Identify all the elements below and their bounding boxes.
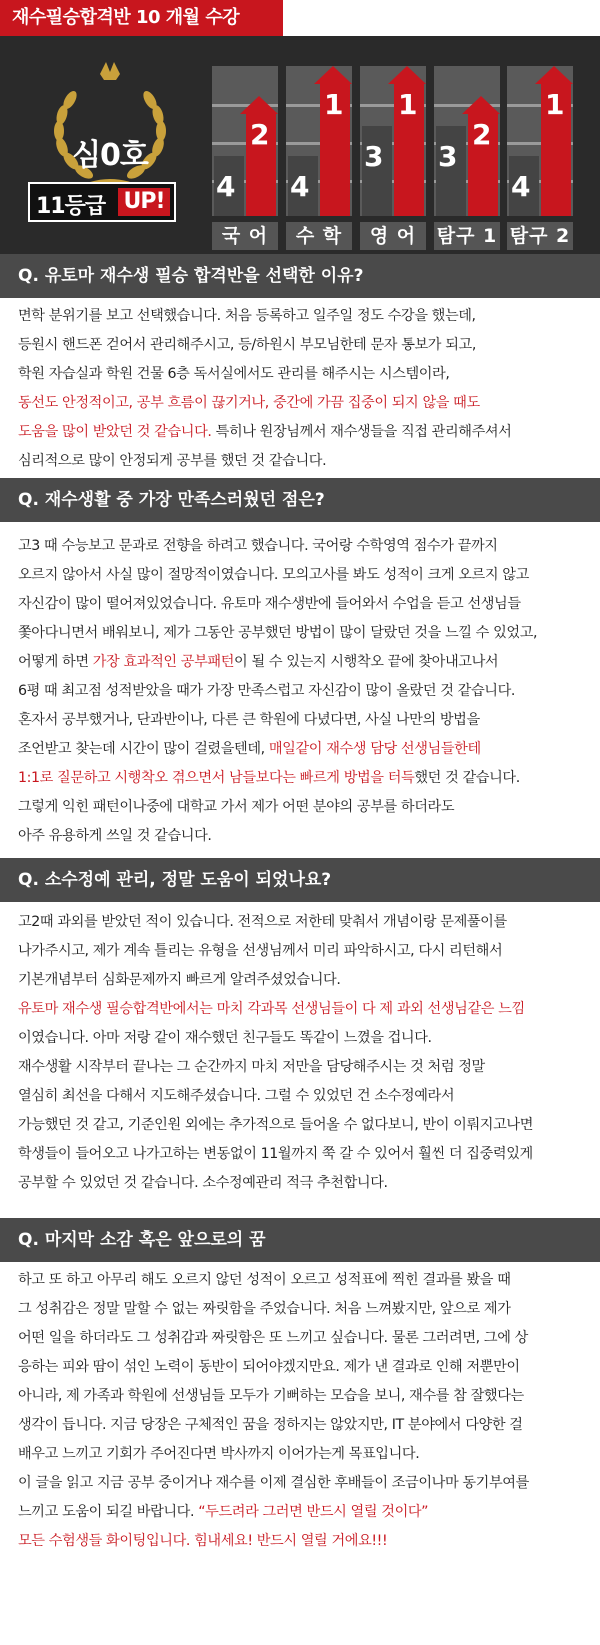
grade-before: 3 bbox=[438, 140, 458, 173]
answer-line bbox=[18, 1053, 593, 1082]
question-header: Q. 소수정예 관리, 정말 도움이 되었나요? bbox=[0, 858, 600, 902]
answer-text-segment: 자신감이 많이 떨어져있었습니다. 유토마 재수생반에 들어와서 수업을 듣고 선생님들 bbox=[18, 596, 521, 612]
answer-line bbox=[18, 1082, 593, 1111]
answer-line bbox=[18, 1469, 593, 1498]
answer-line bbox=[18, 1527, 593, 1556]
highlighted-text: 가장 효과적인 공부패턴 bbox=[92, 654, 235, 670]
answer-line bbox=[18, 995, 593, 1024]
answer-line bbox=[18, 822, 593, 851]
answer-text-segment: 학생들이 들어오고 나가고하는 변동없이 11월까지 쭉 갈 수 있어서 훨씬 더 집중력있게 bbox=[18, 1146, 533, 1162]
answer-text-segment: 했던 것 같습니다. bbox=[414, 770, 520, 786]
answer-text-segment: 하고 또 하고 아무리 해도 오르지 않던 성적이 오르고 성적표에 찍힌 결과를 봤을 때 bbox=[18, 1272, 511, 1288]
answer-line bbox=[18, 418, 593, 447]
answer-text-segment: 이 글을 읽고 지금 공부 중이거나 재수를 이제 결심한 후배들이 조금이나마 동기부여를 bbox=[18, 1475, 529, 1491]
answer-text-segment: 어떻게 하면 bbox=[18, 654, 93, 670]
answer-text-segment: 공부할 수 있었던 것 같습니다. 소수정예관리 적극 추천합니다. bbox=[18, 1175, 388, 1191]
answer-line bbox=[18, 532, 593, 561]
answer-line bbox=[18, 1353, 593, 1382]
answer-line bbox=[18, 1266, 593, 1295]
answer-text-segment: 고2때 과외를 받았던 적이 있습니다. 전적으로 저한테 맞춰서 개념이랑 문제풀이를 bbox=[18, 914, 507, 930]
subject-label: 국 어 bbox=[212, 222, 278, 250]
answer-line bbox=[18, 648, 593, 677]
subject-label: 수 학 bbox=[286, 222, 352, 250]
answer-line bbox=[18, 1324, 593, 1353]
highlighted-text: 모든 수험생들 화이팅입니다. 힘내세요! 반드시 열릴 거에요!!! bbox=[18, 1533, 388, 1549]
arrow-up-icon bbox=[535, 66, 573, 84]
highlighted-text: 1:1로 질문하고 시행착오 겪으면서 남들보다는 빠르게 방법을 터득 bbox=[18, 770, 415, 786]
answer-line bbox=[18, 1411, 593, 1440]
answer-line bbox=[18, 1024, 593, 1053]
highlighted-text: 도움을 많이 받았던 것 같습니다. bbox=[18, 424, 212, 440]
answer-text-segment: 그렇게 익힌 패턴이나중에 대학교 가서 제가 어떤 분야의 공부를 하더라도 bbox=[18, 799, 455, 815]
answer-line bbox=[18, 908, 593, 937]
answer-line bbox=[18, 706, 593, 735]
answer-text-segment: 응하는 피와 땀이 섞인 노력이 동반이 되어야겠지만요. 제가 낸 결과로 인해 저뿐만이 bbox=[18, 1359, 520, 1375]
grade-after: 1 bbox=[398, 88, 418, 121]
answer-line bbox=[18, 1498, 593, 1527]
subject-column bbox=[507, 66, 573, 250]
answer-text-segment: 심리적으로 많이 안정되게 공부를 했던 것 같습니다. bbox=[18, 453, 327, 469]
highlighted-text: 매일같이 재수생 담당 선생님들한테 bbox=[268, 741, 481, 757]
answer-text bbox=[18, 1266, 593, 1556]
answer-line bbox=[18, 937, 593, 966]
grade-before: 4 bbox=[290, 170, 310, 203]
highlighted-text: 동선도 안정적이고, 공부 흐름이 끊기거나, 중간에 가끔 집중이 되지 않을 때도 bbox=[18, 395, 480, 411]
grade-after: 1 bbox=[324, 88, 344, 121]
arrow-up-icon bbox=[314, 66, 352, 84]
answer-text-segment: 혼자서 공부했거나, 단과반이나, 다른 큰 학원에 다녔다면, 사실 나만의 방법을 bbox=[18, 712, 480, 728]
answer-line bbox=[18, 331, 593, 360]
answer-line bbox=[18, 1382, 593, 1411]
answer-line bbox=[18, 447, 593, 476]
grade-before: 4 bbox=[511, 170, 531, 203]
subject-column bbox=[434, 66, 500, 250]
grade-before: 4 bbox=[216, 170, 236, 203]
answer-text-segment: 면학 분위기를 보고 선택했습니다. 처음 등록하고 일주일 정도 수강을 했는데, bbox=[18, 308, 476, 324]
answer-text-segment: 열심히 최선을 다해서 지도해주셨습니다. 그럴 수 있었던 건 소수정예라서 bbox=[18, 1088, 455, 1104]
up-label: UP! bbox=[118, 188, 170, 216]
bar-area bbox=[434, 66, 500, 216]
bar-area bbox=[507, 66, 573, 216]
answer-text-segment: 기본개념부터 심화문제까지 빠르게 알려주셨었습니다. bbox=[18, 972, 341, 988]
answer-line bbox=[18, 677, 593, 706]
subject-column bbox=[360, 66, 426, 250]
grade-up-text: 11등급 bbox=[36, 194, 106, 219]
bar-area bbox=[360, 66, 426, 216]
subject-column bbox=[286, 66, 352, 250]
highlighted-text: 유토마 재수생 필승합격반에서는 마치 각과목 선생님들이 다 제 과외 선생님같은 느낌 bbox=[18, 1001, 525, 1017]
grade-after: 2 bbox=[472, 118, 492, 151]
answer-text-segment: 배우고 느끼고 기회가 주어진다면 박사까지 이어가는게 목표입니다. bbox=[18, 1446, 420, 1462]
answer-text-segment: 조언받고 찾는데 시간이 많이 걸렸을텐데, bbox=[18, 741, 269, 757]
answer-line bbox=[18, 966, 593, 995]
answer-line bbox=[18, 561, 593, 590]
answer-line bbox=[18, 302, 593, 331]
answer-text-segment: 가능했던 것 같고, 기준인원 외에는 추가적으로 들어올 수 없다보니, 반이 이뤄지고나면 bbox=[18, 1117, 533, 1133]
student-name: 심0호 bbox=[72, 138, 148, 173]
question-header: Q. 재수생활 중 가장 만족스러웠던 점은? bbox=[0, 478, 600, 522]
answer-text-segment: 고3 때 수능보고 문과로 전향을 하려고 했습니다. 국어랑 수학영역 점수가 끝까지 bbox=[18, 538, 498, 554]
subject-label: 탐구 2 bbox=[507, 222, 573, 250]
subject-label: 탐구 1 bbox=[434, 222, 500, 250]
answer-text-segment: 그 성취감은 정말 말할 수 없는 짜릿함을 주었습니다. 처음 느껴봤지만, 앞으로 제가 bbox=[18, 1301, 511, 1317]
answer-text-segment: 재수생활 시작부터 끝나는 그 순간까지 마치 저만을 담당해주시는 것 처럼 정말 bbox=[18, 1059, 485, 1075]
answer-text-segment: 아주 유용하게 쓰일 것 같습니다. bbox=[18, 828, 212, 844]
question-header: Q. 유토마 재수생 필승 합격반을 선택한 이유? bbox=[0, 254, 600, 298]
answer-line bbox=[18, 1169, 593, 1198]
answer-text-segment: 6평 때 최고점 성적받았을 때가 가장 만족스럽고 자신감이 많이 올랐던 것 같습니다. bbox=[18, 683, 516, 699]
answer-text-segment: 학원 자습실과 학원 건물 6층 독서실에서도 관리를 해주시는 시스템이라, bbox=[18, 366, 450, 382]
hero-banner bbox=[0, 36, 600, 254]
answer-text-segment: 생각이 듭니다. 지금 당장은 구체적인 꿈을 정하지는 않았지만, IT 분야에서 다양한 걸 bbox=[18, 1417, 523, 1433]
arrow-up-icon bbox=[462, 96, 500, 114]
bar-area bbox=[286, 66, 352, 216]
answer-text-segment: 나가주시고, 제가 계속 틀리는 유형을 선생님께서 미리 파악하시고, 다시 리턴해서 bbox=[18, 943, 503, 959]
answer-text-segment: 이였습니다. 아마 저랑 같이 재수했던 친구들도 똑같이 느꼈을 겁니다. bbox=[18, 1030, 432, 1046]
course-title-tag: 재수필승합격반 10 개월 수강 bbox=[0, 0, 283, 36]
answer-line bbox=[18, 389, 593, 418]
answer-text-segment: 쫓아다니면서 배워보니, 제가 그동안 공부했던 방법이 많이 달랐던 것을 느낄 수 있었고, bbox=[18, 625, 538, 641]
question-header: Q. 마지막 소감 혹은 앞으로의 꿈 bbox=[0, 1218, 600, 1262]
bar-area bbox=[212, 66, 278, 216]
answer-line bbox=[18, 764, 593, 793]
arrow-up-icon bbox=[240, 96, 278, 114]
answer-line bbox=[18, 360, 593, 389]
answer-text-segment: 이 될 수 있는지 시행착오 끝에 찾아내고나서 bbox=[234, 654, 499, 670]
answer-text-segment: 어떤 일을 하더라도 그 성취감과 짜릿함은 또 느끼고 싶습니다. 물론 그러려면, 그에 상 bbox=[18, 1330, 528, 1346]
answer-line bbox=[18, 793, 593, 822]
highlighted-text: “두드려라 그러면 반드시 열릴 것이다” bbox=[198, 1504, 429, 1520]
answer-text bbox=[18, 908, 593, 1198]
answer-line bbox=[18, 1140, 593, 1169]
subject-column bbox=[212, 66, 278, 250]
grade-after: 2 bbox=[250, 118, 270, 151]
answer-line bbox=[18, 735, 593, 764]
answer-text-segment: 아니라, 제 가족과 학원에 선생님들 모두가 기뻐하는 모습을 보니, 재수를 참 잘했다는 bbox=[18, 1388, 524, 1404]
answer-text-segment: 오르지 않아서 사실 많이 절망적이였습니다. 모의고사를 봐도 성적이 크게 오르지 않고 bbox=[18, 567, 529, 583]
answer-text-segment: 특히나 원장님께서 재수생들을 직접 관리해주셔서 bbox=[211, 424, 512, 440]
answer-line bbox=[18, 1295, 593, 1324]
grade-after: 1 bbox=[545, 88, 565, 121]
answer-line bbox=[18, 619, 593, 648]
grade-up-box bbox=[28, 182, 176, 222]
answer-line bbox=[18, 1440, 593, 1469]
subject-label: 영 어 bbox=[360, 222, 426, 250]
answer-text-segment: 등원시 핸드폰 걷어서 관리해주시고, 등/하원시 부모님한테 문자 통보가 되고, bbox=[18, 337, 476, 353]
answer-text bbox=[18, 302, 593, 476]
answer-line bbox=[18, 1111, 593, 1140]
grade-before: 3 bbox=[364, 140, 384, 173]
answer-text bbox=[18, 532, 593, 851]
answer-text-segment: 느끼고 도움이 되길 바랍니다. bbox=[18, 1504, 199, 1520]
answer-line bbox=[18, 590, 593, 619]
arrow-up-icon bbox=[388, 66, 426, 84]
